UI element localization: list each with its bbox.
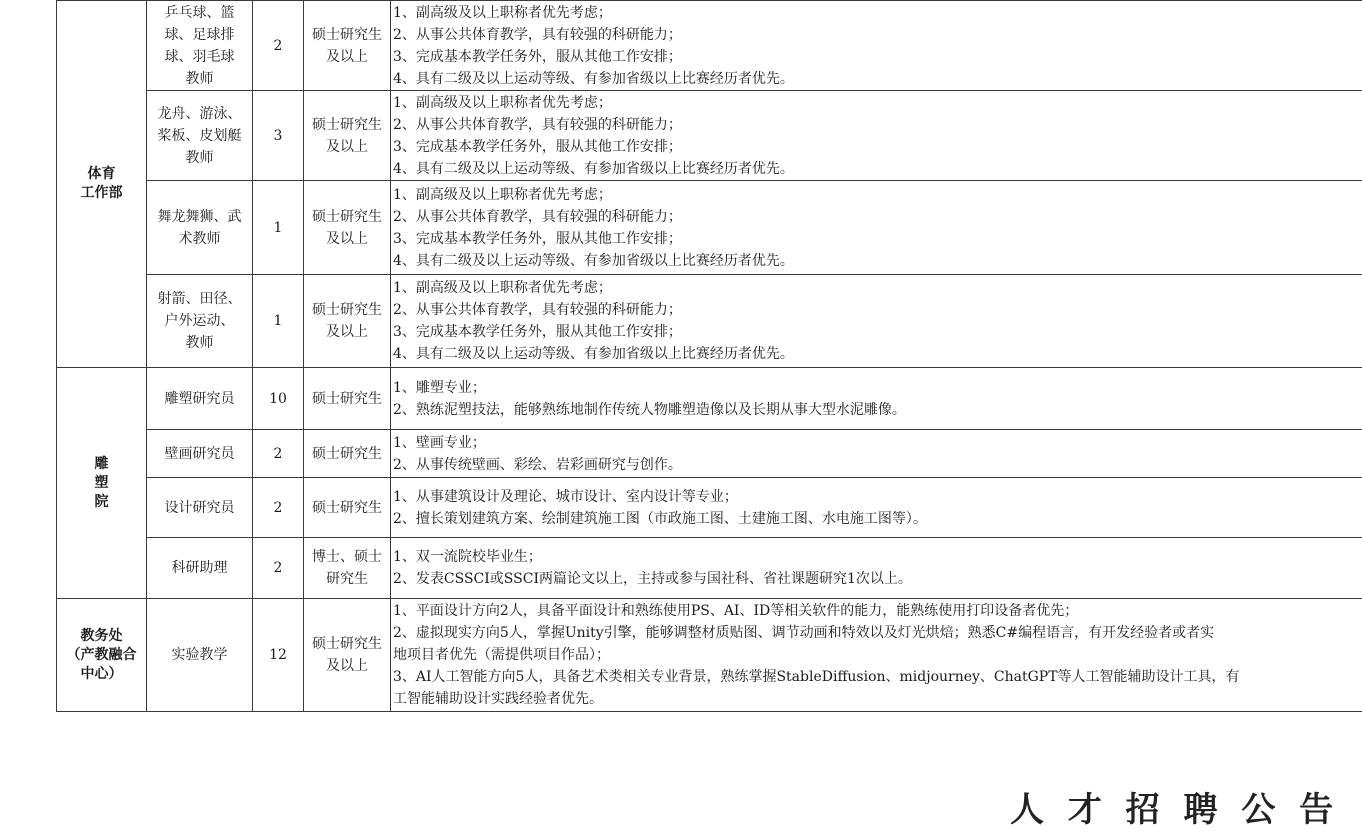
education-line: 及以上 — [304, 46, 390, 68]
department-name-line: 雕 — [57, 455, 146, 474]
position-title-line: 教师 — [149, 147, 250, 169]
position-title-line: 球、羽毛球 — [149, 46, 250, 68]
position-title-cell — [147, 91, 253, 181]
position-title-cell — [147, 1, 253, 91]
requirement-line: 3、完成基本教学任务外，服从其他工作安排； — [393, 136, 1362, 158]
position-count-cell: 1 — [253, 181, 304, 275]
requirement-line: 1、双一流院校毕业生； — [393, 546, 1362, 568]
table-row — [57, 1, 1362, 91]
position-title-cell — [147, 181, 253, 275]
department-name-line: 教务处 — [57, 627, 146, 646]
position-title-cell — [147, 275, 253, 368]
position-title-line: 壁画研究员 — [149, 443, 250, 465]
position-count-cell: 12 — [253, 599, 304, 712]
position-count-cell: 1 — [253, 275, 304, 368]
position-title-cell — [147, 430, 253, 478]
position-title-cell — [147, 478, 253, 538]
education-cell — [304, 91, 391, 181]
requirements-cell — [391, 91, 1362, 181]
department-name-line: 院 — [57, 493, 146, 512]
footer-title-partial: 人 才 招 聘 公 告 — [1010, 782, 1339, 831]
education-line: 硕士研究生 — [304, 443, 390, 465]
table-row — [57, 368, 1362, 430]
requirement-line: 4、具有二级及以上运动等级、有参加省级以上比赛经历者优先。 — [393, 158, 1362, 180]
requirement-line: 2、发表CSSCI或SSCI两篇论文以上，主持或参与国社科、省社课题研究1次以上。 — [393, 568, 1362, 590]
education-line: 硕士研究生 — [304, 388, 390, 410]
education-line: 硕士研究生 — [304, 299, 390, 321]
position-count-cell: 2 — [253, 538, 304, 599]
position-title-line: 舞龙舞狮、武 — [149, 206, 250, 228]
requirement-line: 4、具有二级及以上运动等级、有参加省级以上比赛经历者优先。 — [393, 68, 1362, 90]
table-row — [57, 91, 1362, 181]
department-cell — [57, 1, 147, 368]
education-cell — [304, 368, 391, 430]
requirements-cell — [391, 599, 1362, 712]
requirement-line: 2、从事传统壁画、彩绘、岩彩画研究与创作。 — [393, 454, 1362, 476]
education-line: 及以上 — [304, 136, 390, 158]
position-title-line: 雕塑研究员 — [149, 388, 250, 410]
education-line: 博士、硕士 — [304, 546, 390, 568]
requirement-line: 4、具有二级及以上运动等级、有参加省级以上比赛经历者优先。 — [393, 250, 1362, 272]
requirement-line: 2、虚拟现实方向5人，掌握Unity引擎，能够调整材质贴图、调节动画和特效以及灯光烘焙；熟悉C#编程语言，有开发经验者或者实 — [393, 622, 1362, 644]
requirement-line: 工智能辅助设计实践经验者优先。 — [393, 688, 1362, 710]
education-cell — [304, 478, 391, 538]
requirement-line: 3、完成基本教学任务外，服从其他工作安排； — [393, 46, 1362, 68]
requirement-line: 1、壁画专业； — [393, 432, 1362, 454]
position-title-line: 户外运动、 — [149, 310, 250, 332]
table-row — [57, 430, 1362, 478]
requirement-line: 2、从事公共体育教学，具有较强的科研能力； — [393, 206, 1362, 228]
position-count-cell: 2 — [253, 478, 304, 538]
position-title-line: 实验教学 — [149, 644, 250, 666]
table-row — [57, 538, 1362, 599]
requirement-line: 地项目者优先（需提供项目作品）； — [393, 644, 1362, 666]
requirement-line: 1、副高级及以上职称者优先考虑； — [393, 184, 1362, 206]
position-title-line: 桨板、皮划艇 — [149, 125, 250, 147]
requirement-line: 3、完成基本教学任务外，服从其他工作安排； — [393, 321, 1362, 343]
department-name-line: 体育 — [57, 165, 146, 184]
requirement-line: 1、副高级及以上职称者优先考虑； — [393, 2, 1362, 24]
recruitment-table — [56, 0, 1362, 712]
table-row — [57, 599, 1362, 712]
requirement-line: 2、熟练泥塑技法，能够熟练地制作传统人物雕塑造像以及长期从事大型水泥雕像。 — [393, 399, 1362, 421]
requirement-line: 2、从事公共体育教学，具有较强的科研能力； — [393, 24, 1362, 46]
position-count-cell: 2 — [253, 430, 304, 478]
education-line: 硕士研究生 — [304, 24, 390, 46]
requirement-line: 1、雕塑专业； — [393, 377, 1362, 399]
education-line: 研究生 — [304, 568, 390, 590]
requirement-line: 1、副高级及以上职称者优先考虑； — [393, 92, 1362, 114]
education-line: 及以上 — [304, 655, 390, 677]
table-row — [57, 478, 1362, 538]
requirement-line: 1、从事建筑设计及理论、城市设计、室内设计等专业； — [393, 486, 1362, 508]
requirement-line: 2、擅长策划建筑方案、绘制建筑施工图（市政施工图、土建施工图、水电施工图等）。 — [393, 508, 1362, 530]
education-cell — [304, 538, 391, 599]
position-title-line: 科研助理 — [149, 557, 250, 579]
requirement-line: 2、从事公共体育教学，具有较强的科研能力； — [393, 114, 1362, 136]
education-cell — [304, 430, 391, 478]
education-line: 及以上 — [304, 321, 390, 343]
requirement-line: 2、从事公共体育教学，具有较强的科研能力； — [393, 299, 1362, 321]
position-title-cell — [147, 368, 253, 430]
education-line: 硕士研究生 — [304, 114, 390, 136]
requirement-line: 3、AI人工智能方向5人，具备艺术类相关专业背景，熟练掌握StableDiffusion、midjourney、ChatGPT等人工智能辅助设计工具，有 — [393, 666, 1362, 688]
position-title-line: 术教师 — [149, 228, 250, 250]
position-title-line: 球、足球排 — [149, 24, 250, 46]
requirements-cell — [391, 275, 1362, 368]
position-count-cell: 10 — [253, 368, 304, 430]
position-count-cell: 2 — [253, 1, 304, 91]
education-line: 硕士研究生 — [304, 206, 390, 228]
position-title-cell — [147, 538, 253, 599]
position-title-line: 教师 — [149, 68, 250, 90]
requirements-cell — [391, 368, 1362, 430]
table-row — [57, 275, 1362, 368]
requirements-cell — [391, 1, 1362, 91]
education-line: 及以上 — [304, 228, 390, 250]
position-title-cell — [147, 599, 253, 712]
position-count-cell: 3 — [253, 91, 304, 181]
department-name-line: 工作部 — [57, 184, 146, 203]
education-cell — [304, 599, 391, 712]
requirements-cell — [391, 430, 1362, 478]
department-name-line: 中心） — [57, 665, 146, 684]
requirements-cell — [391, 538, 1362, 599]
requirements-cell — [391, 478, 1362, 538]
department-cell — [57, 599, 147, 712]
requirement-line: 1、平面设计方向2人，具备平面设计和熟练使用PS、AI、ID等相关软件的能力，能熟练使用打印设备者优先； — [393, 600, 1362, 622]
requirement-line: 1、副高级及以上职称者优先考虑； — [393, 277, 1362, 299]
position-title-line: 乒乓球、篮 — [149, 2, 250, 24]
education-line: 硕士研究生 — [304, 633, 390, 655]
requirement-line: 3、完成基本教学任务外，服从其他工作安排； — [393, 228, 1362, 250]
education-line: 硕士研究生 — [304, 497, 390, 519]
education-cell — [304, 275, 391, 368]
requirements-cell — [391, 181, 1362, 275]
education-cell — [304, 1, 391, 91]
requirement-line: 4、具有二级及以上运动等级、有参加省级以上比赛经历者优先。 — [393, 343, 1362, 365]
department-name-line: 塑 — [57, 474, 146, 493]
education-cell — [304, 181, 391, 275]
position-title-line: 教师 — [149, 332, 250, 354]
department-cell — [57, 368, 147, 599]
position-title-line: 设计研究员 — [149, 497, 250, 519]
position-title-line: 龙舟、游泳、 — [149, 103, 250, 125]
table-row — [57, 181, 1362, 275]
department-name-line: （产教融合 — [57, 646, 146, 665]
position-title-line: 射箭、田径、 — [149, 288, 250, 310]
